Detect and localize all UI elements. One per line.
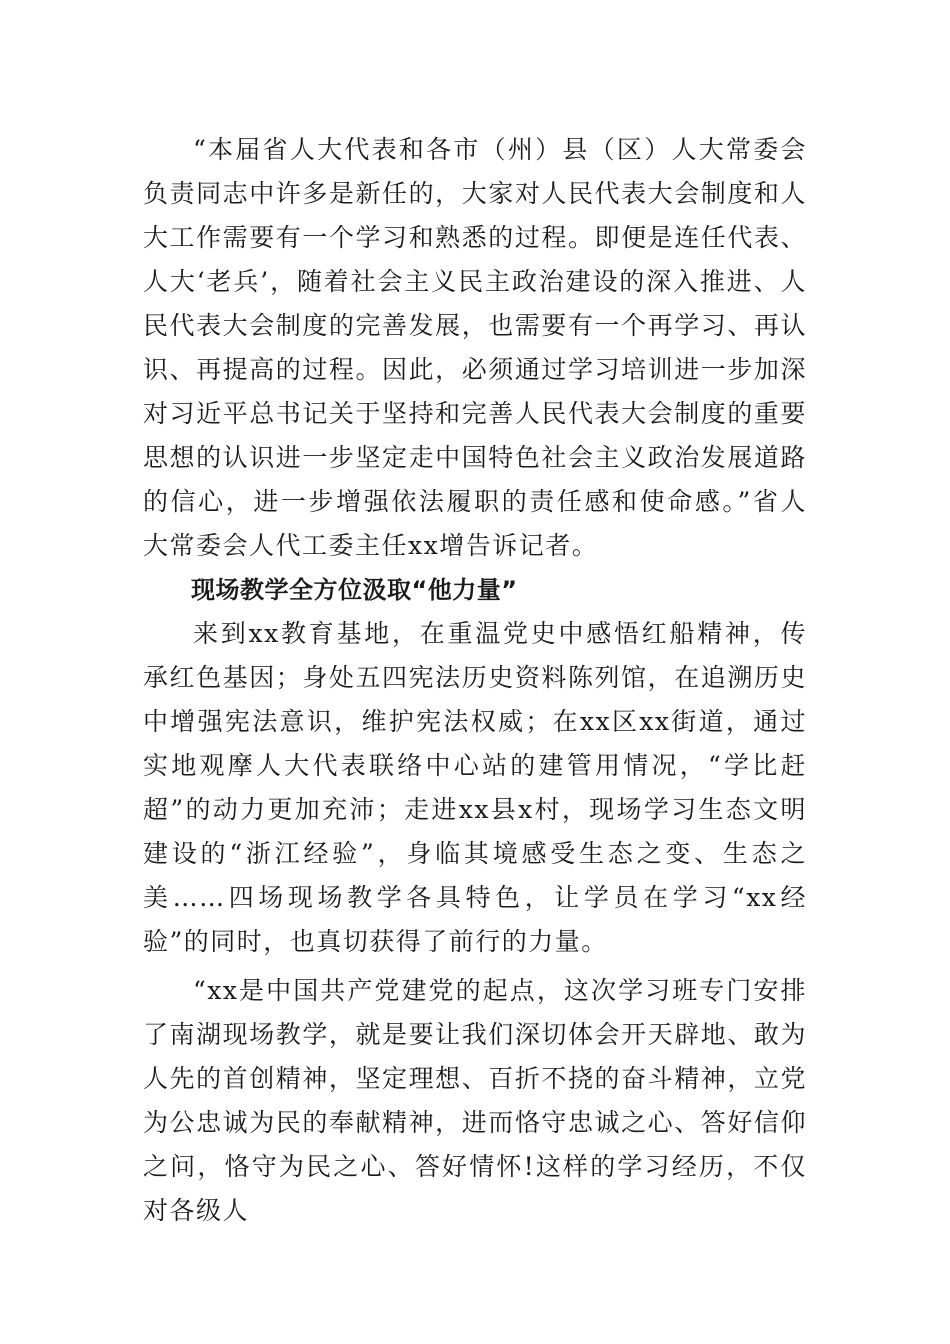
- paragraph-quote-nanhu: “xx是中国共产党建党的起点，这次学习班专门安排了南湖现场教学，就是要让我们深切体会开天辟地、敢为人先的首创精神，坚定理想、百折不挠的奋斗精神，立党为公忠诚为民的奉献精神，进而恪守忠诚之心、答好信仰之问，恪守为民之心、答好情怀!这样的学习经历，不仅对各级人: [143, 976, 807, 1225]
- paragraph-quote-director: “本届省人大代表和各市（州）县（区）人大常委会负责同志中许多是新任的，大家对人民代表大会制度和人大工作需要有一个学习和熟悉的过程。即便是连任代表、人大‘老兵’，随着社会主义民主政治建设的深入推进、人民代表大会制度的完善发展，也需要有一个再学习、再认识、再提高的过程。因此，必须通过学习培训进一步加深对习近平总书记关于坚持和完善人民代表大会制度的重要思想的认识进一步坚定走中国特色社会主义政治发展道路的信心，进一步增强依法履职的责任感和使命感。”省人大常委会人代工委主任xx增告诉记者。: [143, 135, 807, 560]
- paragraph-site-teaching: 来到xx教育基地，在重温党史中感悟红船精神，传承红色基因；身处五四宪法历史资料陈列馆，在追溯历史中增强宪法意识，维护宪法权威；在xx区xx街道，通过实地观摩人大代表联络中心站的建管用情况，“学比赶超”的动力更加充沛；走进xx县x村，现场学习生态文明建设的“浙江经验”，身临其境感受生态之变、生态之美……四场现场教学各具特色，让学员在学习“xx经验”的同时，也真切获得了前行的力量。: [143, 619, 807, 956]
- document-page: [143, 128, 807, 1233]
- section-heading: 现场教学全方位汲取“他力量”: [191, 576, 518, 604]
